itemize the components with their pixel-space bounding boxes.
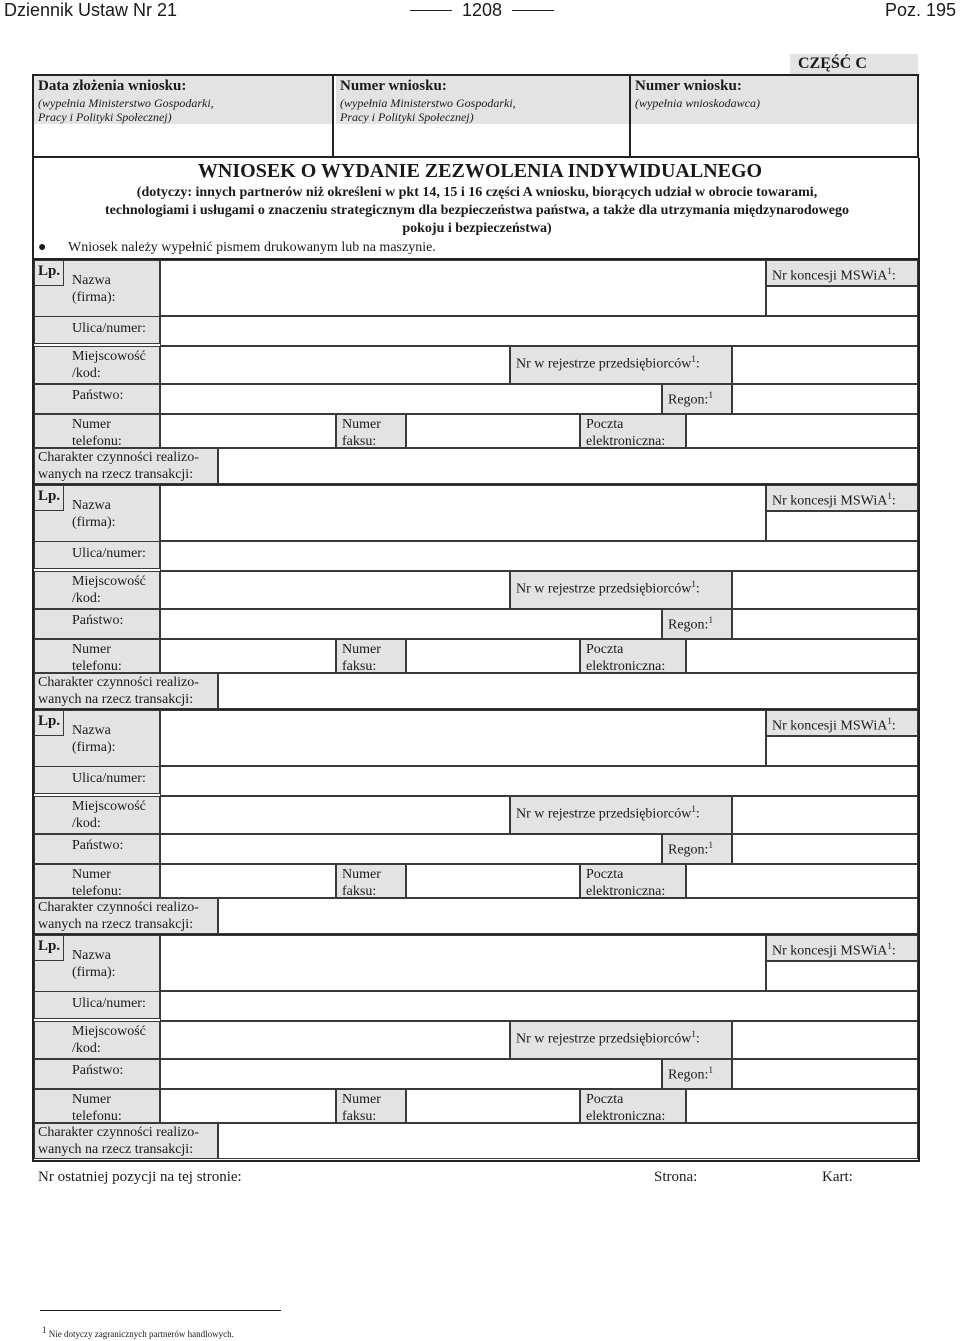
entry-2-rejestr-colon: : xyxy=(695,581,700,597)
entry-4-phone-input[interactable] xyxy=(160,1089,336,1123)
entry-1-lp-label xyxy=(38,263,60,280)
entry-4-miejscowosc-text: Miejscowość /kod: xyxy=(72,1024,146,1056)
entry-3-telefon-text: Numer telefonu: xyxy=(72,867,122,899)
entry-1-rejestr-footnote-marker: 1 xyxy=(691,354,696,364)
entry-4-register-input[interactable] xyxy=(732,1021,918,1059)
entry-3-lp-label xyxy=(38,713,60,730)
entry-1-regon-footnote-marker: 1 xyxy=(708,390,713,400)
bullet-icon: ● xyxy=(38,240,47,255)
footnote-text: Nie dotyczy zagranicznych partnerów handlowych. xyxy=(48,1329,234,1339)
entry-4-panstwo-text: Państwo: xyxy=(72,1063,124,1078)
page-label: Strona: xyxy=(654,1169,698,1185)
entry-2-miejscowosc-text: Miejscowość /kod: xyxy=(72,574,146,606)
entry-3-city-input[interactable] xyxy=(160,796,510,834)
entry-4-rejestr-footnote-marker: 1 xyxy=(691,1029,696,1039)
sheets-label: Kart: xyxy=(822,1169,853,1185)
applicant-number-field[interactable] xyxy=(631,124,917,156)
entry-2-lp-label xyxy=(38,488,60,505)
entry-4-activity-input[interactable] xyxy=(218,1123,918,1159)
entry-2-city-input[interactable] xyxy=(160,571,510,609)
entry-4-country-input[interactable] xyxy=(160,1059,662,1089)
entry-1-faks-text: Numer faksu: xyxy=(342,417,381,449)
entry-4-regon-text: Regon: xyxy=(668,1067,709,1083)
entry-3-charakter-label xyxy=(38,899,199,933)
entry-2-poczta-text: Poczta elektroniczna: xyxy=(586,642,666,674)
entry-2-panstwo-text: Państwo: xyxy=(72,613,124,628)
entry-1-rejestr-text: Nr w rejestrze przedsiębiorców xyxy=(516,356,692,372)
ministry-number-field[interactable] xyxy=(336,124,629,156)
entry-1-activity-input[interactable] xyxy=(218,448,918,484)
entry-4-nazwa-label xyxy=(72,947,116,981)
entry-4-regon-footnote-marker: 1 xyxy=(708,1065,713,1075)
entry-4-telefon-label xyxy=(72,1091,122,1125)
entry-2-regon-text: Regon: xyxy=(668,617,709,633)
entry-1-regon-text: Regon: xyxy=(668,392,709,408)
entry-2-rejestr-label xyxy=(516,576,700,598)
entry-1-ulica-text: Ulica/numer: xyxy=(72,321,146,336)
entry-2-faks-label xyxy=(342,641,381,675)
entry-4-fax-input[interactable] xyxy=(406,1089,580,1123)
entry-2-nazwa-label xyxy=(72,497,116,531)
number-box-note: (wypełnia Ministerstwo Gospodarki, Pracy i Polityki Społecznej) xyxy=(340,96,516,124)
footnote-rule xyxy=(40,1310,281,1311)
entry-4-faks-text: Numer faksu: xyxy=(342,1092,381,1124)
entry-2-charakter-text: Charakter czynności realizo- wanych na rzecz transakcji: xyxy=(38,675,199,707)
entry-4-charakter-text: Charakter czynności realizo- wanych na rzecz transakcji: xyxy=(38,1125,199,1157)
entry-1-miejscowosc-text: Miejscowość /kod: xyxy=(72,349,146,381)
entry-3-panstwo-label xyxy=(72,837,123,854)
entry-2-charakter-label xyxy=(38,674,199,708)
entry-2-faks-text: Numer faksu: xyxy=(342,642,381,674)
entry-3-regon-label xyxy=(668,837,713,859)
entry-3-panstwo-text: Państwo: xyxy=(72,838,124,853)
number-box-title: Numer wniosku: xyxy=(340,78,447,94)
entry-4-lp-label xyxy=(38,938,60,955)
entry-4-regon-label xyxy=(668,1062,713,1084)
entry-3-regon-footnote-marker: 1 xyxy=(708,840,713,850)
entry-4-license-input[interactable] xyxy=(766,961,918,991)
entry-1-city-input[interactable] xyxy=(160,346,510,384)
entry-4-rejestr-colon: : xyxy=(695,1031,700,1047)
entry-1-telefon-label xyxy=(72,416,122,450)
entry-2-rejestr-footnote-marker: 1 xyxy=(691,579,696,589)
entry-4-street-input[interactable] xyxy=(160,991,918,1021)
entry-3-regon-input[interactable] xyxy=(732,834,918,864)
subtitle-line-2: technologiami i usługami o znaczeniu strategicznym dla bezpieczeństwa państwa, a także dla utrzymania międzynarodowego xyxy=(104,203,850,218)
entry-2-telefon-text: Numer telefonu: xyxy=(72,642,122,674)
entry-3-miejscowosc-label xyxy=(72,798,146,832)
entry-3-fax-input[interactable] xyxy=(406,864,580,898)
footnote xyxy=(42,1325,234,1339)
entry-4-nazwa-text: Nazwa (firma): xyxy=(72,948,116,980)
entry-2-phone-input[interactable] xyxy=(160,639,336,673)
date-box-title: Data złożenia wniosku: xyxy=(38,78,187,94)
footnote-marker: 1 xyxy=(42,1325,47,1335)
applicant-number-note: (wypełnia wnioskodawca) xyxy=(635,96,760,110)
entry-3-rejestr-colon: : xyxy=(695,806,700,822)
entry-2-ulica-text: Ulica/numer: xyxy=(72,546,146,561)
entry-2-koncesja-footnote-marker: 1 xyxy=(887,491,892,501)
entry-3-regon-text: Regon: xyxy=(668,842,709,858)
entry-2-koncesja-label xyxy=(772,488,896,510)
entry-2-lp-text: Lp. xyxy=(38,488,61,504)
entry-2-register-input[interactable] xyxy=(732,571,918,609)
entry-1-nazwa-label xyxy=(72,272,116,306)
entry-3-charakter-text: Charakter czynności realizo- wanych na rzecz transakcji: xyxy=(38,900,199,932)
entry-1-country-input[interactable] xyxy=(160,384,662,414)
entry-4-rejestr-text: Nr w rejestrze przedsiębiorców xyxy=(516,1031,692,1047)
entry-1-lp-text: Lp. xyxy=(38,263,61,279)
entry-4-poczta-label xyxy=(586,1091,665,1125)
entry-1-telefon-text: Numer telefonu: xyxy=(72,417,122,449)
entry-3-rejestr-label xyxy=(516,801,700,823)
entry-1-ulica-label xyxy=(72,320,146,337)
entry-1-koncesja-colon: : xyxy=(891,268,896,284)
journal-title: Dziennik Ustaw Nr 21 xyxy=(4,0,178,20)
entry-3-street-input[interactable] xyxy=(160,766,918,796)
entry-1-poczta-label xyxy=(586,416,665,450)
entry-3-poczta-label xyxy=(586,866,665,900)
entry-1-charakter-text: Charakter czynności realizo- wanych na rzecz transakcji: xyxy=(38,450,199,482)
page-number: 1208 xyxy=(462,0,503,20)
entry-2-panstwo-label xyxy=(72,612,123,629)
entry-1-koncesja-label xyxy=(772,263,896,285)
entry-3-koncesja-label xyxy=(772,713,896,735)
entry-3-ulica-text: Ulica/numer: xyxy=(72,771,146,786)
entry-3-ulica-label xyxy=(72,770,146,787)
entry-1-license-input[interactable] xyxy=(766,286,918,316)
entry-3-phone-input[interactable] xyxy=(160,864,336,898)
entry-3-rejestr-text: Nr w rejestrze przedsiębiorców xyxy=(516,806,692,822)
applicant-number-header xyxy=(631,76,917,124)
entry-3-nazwa-label xyxy=(72,722,116,756)
entry-2-regon-label xyxy=(668,612,713,634)
entry-3-faks-label xyxy=(342,866,381,900)
subtitle-line-1: (dotyczy: innych partnerów niż określeni w pkt 14, 15 i 16 części A wniosku, biorących udział w obrocie towarami, xyxy=(136,185,818,200)
entry-4-koncesja-text: Nr koncesji MSWiA xyxy=(772,943,888,959)
entry-4-ulica-text: Ulica/numer: xyxy=(72,996,146,1011)
applicant-number-title: Numer wniosku: xyxy=(635,78,742,94)
entry-4-regon-input[interactable] xyxy=(732,1059,918,1089)
last-position-label: Nr ostatniej pozycji na tej stronie: xyxy=(38,1169,242,1185)
entry-1-rejestr-colon: : xyxy=(695,356,700,372)
form-subtitle xyxy=(34,184,920,238)
form-title: WNIOSEK O WYDANIE ZEZWOLENIA INDYWIDUALNEGO xyxy=(197,160,763,182)
position-number: Poz. 195 xyxy=(884,0,956,20)
entry-1-regon-label xyxy=(668,387,713,409)
entry-2-ulica-label xyxy=(72,545,146,562)
entry-2-koncesja-colon: : xyxy=(891,493,896,509)
entry-1-rejestr-label xyxy=(516,351,700,373)
entry-4-miejscowosc-label xyxy=(72,1023,146,1057)
entry-3-rejestr-footnote-marker: 1 xyxy=(691,804,696,814)
entry-3-name-input[interactable] xyxy=(160,710,766,766)
entry-4-koncesja-label xyxy=(772,938,896,960)
entry-4-koncesja-colon: : xyxy=(891,943,896,959)
entry-2-license-input[interactable] xyxy=(766,511,918,541)
entry-4-email-input[interactable] xyxy=(686,1089,918,1123)
entry-3-email-input[interactable] xyxy=(686,864,918,898)
entry-2-nazwa-text: Nazwa (firma): xyxy=(72,498,116,530)
entry-4-ulica-label xyxy=(72,995,146,1012)
number-box-header xyxy=(336,76,629,124)
entry-2-email-input[interactable] xyxy=(686,639,918,673)
entry-4-name-input[interactable] xyxy=(160,935,766,991)
entry-3-license-input[interactable] xyxy=(766,736,918,766)
entry-1-faks-label xyxy=(342,416,381,450)
entry-3-nazwa-text: Nazwa (firma): xyxy=(72,723,116,755)
entry-4-panstwo-label xyxy=(72,1062,123,1079)
header-dash-left xyxy=(410,10,452,11)
entry-3-country-input[interactable] xyxy=(160,834,662,864)
entry-4-poczta-text: Poczta elektroniczna: xyxy=(586,1092,666,1124)
entry-1-charakter-label xyxy=(38,449,199,483)
header-dash-right xyxy=(512,10,554,11)
entry-1-phone-input[interactable] xyxy=(160,414,336,448)
entry-1-email-input[interactable] xyxy=(686,414,918,448)
entry-3-koncesja-footnote-marker: 1 xyxy=(887,716,892,726)
entry-1-panstwo-text: Państwo: xyxy=(72,388,124,403)
entry-2-country-input[interactable] xyxy=(160,609,662,639)
entry-2-activity-input[interactable] xyxy=(218,673,918,709)
date-field[interactable] xyxy=(34,124,332,156)
entry-4-charakter-label xyxy=(38,1124,199,1158)
subtitle-line-3: pokoju i bezpieczeństwa) xyxy=(402,221,552,236)
entry-2-koncesja-text: Nr koncesji MSWiA xyxy=(772,493,888,509)
entry-4-faks-label xyxy=(342,1091,381,1125)
entry-2-name-input[interactable] xyxy=(160,485,766,541)
part-label: CZĘŚĆ C xyxy=(798,55,867,72)
entry-1-name-input[interactable] xyxy=(160,260,766,316)
entry-4-koncesja-footnote-marker: 1 xyxy=(887,941,892,951)
entry-2-poczta-label xyxy=(586,641,665,675)
entry-1-regon-input[interactable] xyxy=(732,384,918,414)
entry-2-miejscowosc-label xyxy=(72,573,146,607)
entry-3-koncesja-colon: : xyxy=(891,718,896,734)
date-box-header xyxy=(34,76,332,124)
bullet-instruction: Wniosek należy wypełnić pismem drukowanym lub na maszynie. xyxy=(68,240,436,255)
entry-1-miejscowosc-label xyxy=(72,348,146,382)
entry-2-rejestr-text: Nr w rejestrze przedsiębiorców xyxy=(516,581,692,597)
entry-1-street-input[interactable] xyxy=(160,316,918,346)
entry-1-koncesja-footnote-marker: 1 xyxy=(887,266,892,276)
entry-4-city-input[interactable] xyxy=(160,1021,510,1059)
entry-2-regon-footnote-marker: 1 xyxy=(708,615,713,625)
entry-3-koncesja-text: Nr koncesji MSWiA xyxy=(772,718,888,734)
entry-3-activity-input[interactable] xyxy=(218,898,918,934)
entry-3-faks-text: Numer faksu: xyxy=(342,867,381,899)
entry-2-regon-input[interactable] xyxy=(732,609,918,639)
entry-4-telefon-text: Numer telefonu: xyxy=(72,1092,122,1124)
entry-1-poczta-text: Poczta elektroniczna: xyxy=(586,417,666,449)
date-box-note: (wypełnia Ministerstwo Gospodarki, Pracy i Polityki Społecznej) xyxy=(38,96,214,124)
entry-4-lp-text: Lp. xyxy=(38,938,61,954)
part-label-box xyxy=(790,54,918,74)
entry-2-street-input[interactable] xyxy=(160,541,918,571)
entry-3-telefon-label xyxy=(72,866,122,900)
entry-2-fax-input[interactable] xyxy=(406,639,580,673)
entry-1-nazwa-text: Nazwa (firma): xyxy=(72,273,116,305)
entry-4-rejestr-label xyxy=(516,1026,700,1048)
entry-3-poczta-text: Poczta elektroniczna: xyxy=(586,867,666,899)
entry-3-register-input[interactable] xyxy=(732,796,918,834)
entry-1-koncesja-text: Nr koncesji MSWiA xyxy=(772,268,888,284)
entry-1-register-input[interactable] xyxy=(732,346,918,384)
entry-1-panstwo-label xyxy=(72,387,123,404)
entry-2-telefon-label xyxy=(72,641,122,675)
entry-1-fax-input[interactable] xyxy=(406,414,580,448)
entry-3-lp-text: Lp. xyxy=(38,713,61,729)
entry-3-miejscowosc-text: Miejscowość /kod: xyxy=(72,799,146,831)
